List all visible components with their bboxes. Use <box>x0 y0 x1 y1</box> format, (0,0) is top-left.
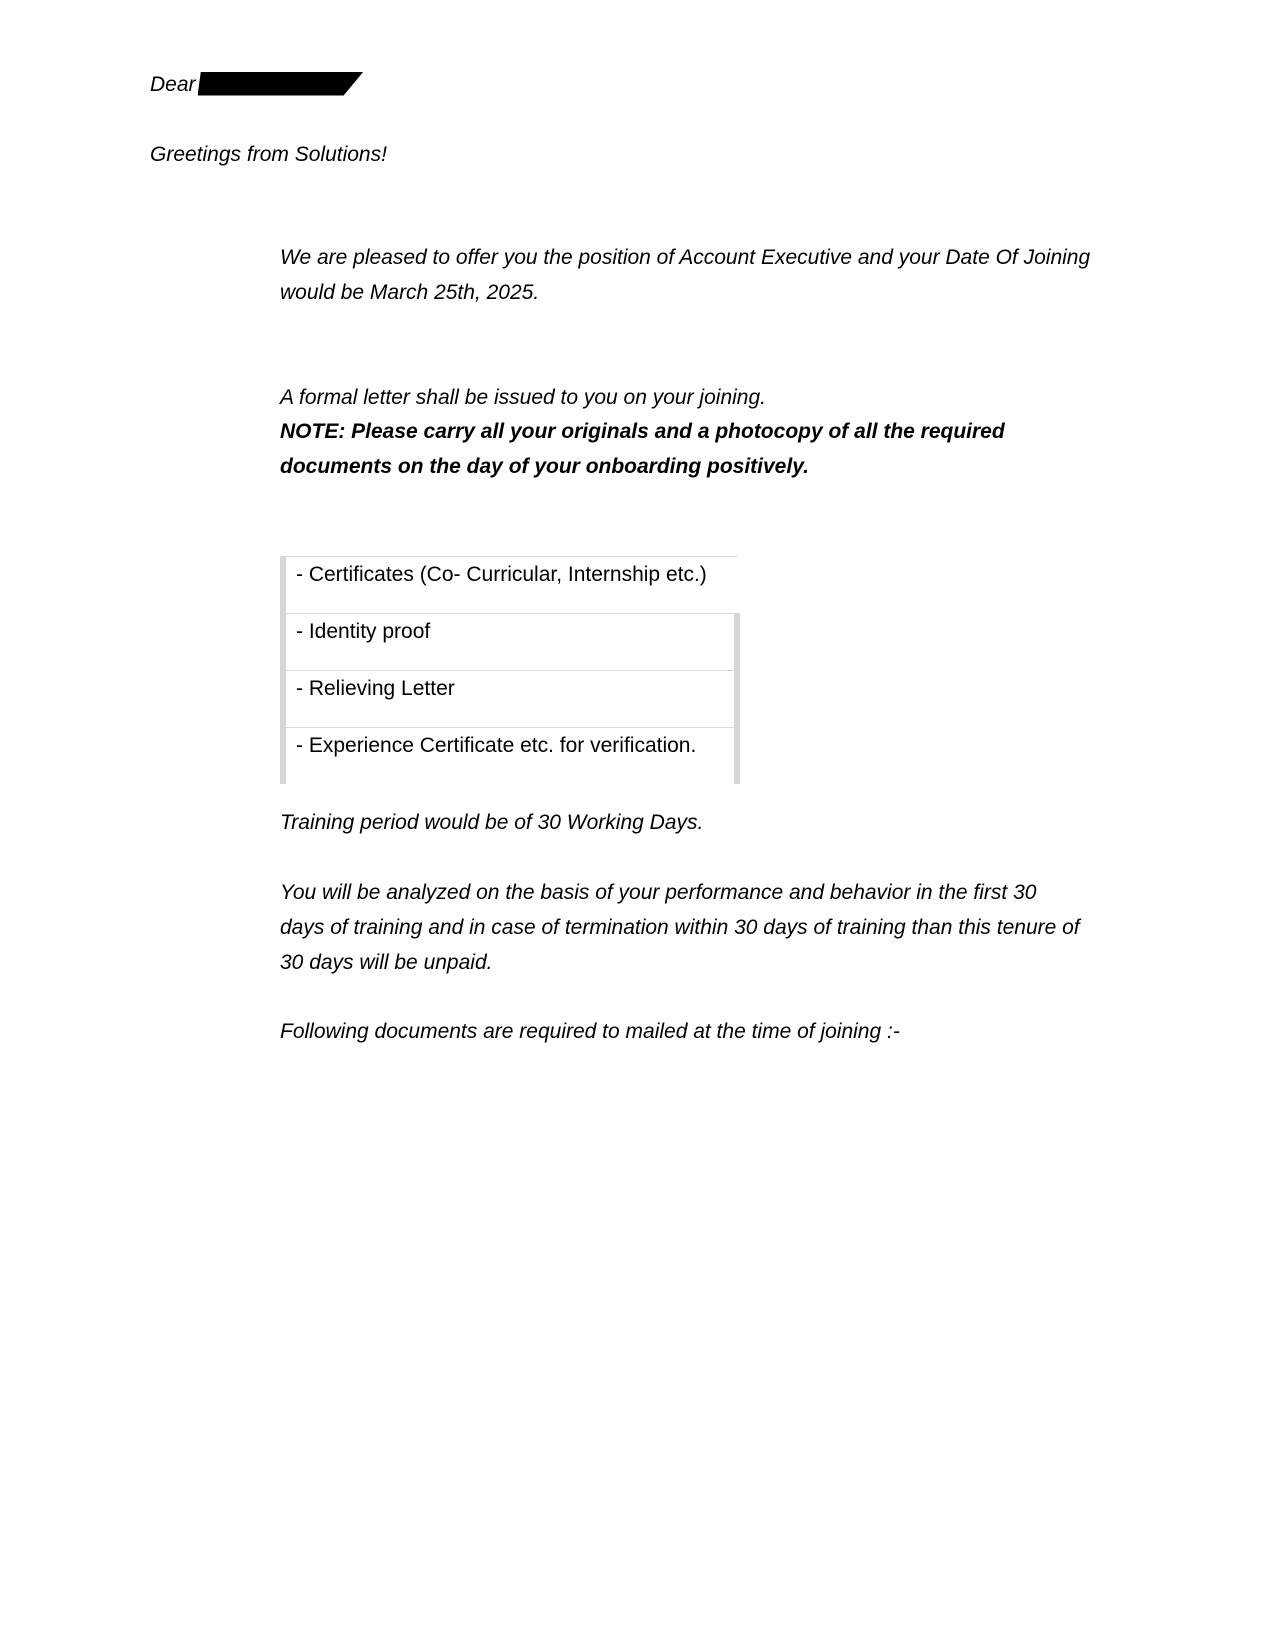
table-row <box>283 671 737 728</box>
offer-paragraph: We are pleased to offer you the position of Account Executive and your Date Of Joining would be March 25th, 2025. <box>280 246 1091 304</box>
analysis-paragraph: You will be analyzed on the basis of your performance and behavior in the first 30 days of training and in case of termination within 30 days of training than this tenure of 30 days will be unpaid. <box>280 881 1080 974</box>
table-row <box>283 557 737 614</box>
mail-documents-line: Following documents are required to mailed at the time of joining :- <box>280 1020 900 1043</box>
formal-letter-line: A formal letter shall be issued to you on your joining. <box>280 386 766 409</box>
salutation: Dear <box>150 72 196 96</box>
redacted-name-block <box>198 72 364 96</box>
documents-table <box>280 556 740 784</box>
training-line: Training period would be of 30 Working Days. <box>280 811 704 834</box>
greeting-line: Greetings from Solutions! <box>150 143 387 166</box>
table-row <box>283 728 737 785</box>
note-paragraph: NOTE: Please carry all your originals and a photocopy of all the required documents on the day of your onboarding positively. <box>280 420 1005 478</box>
document-item-identity-proof: - Identity proof <box>283 614 737 671</box>
document-item-relieving-letter: - Relieving Letter <box>283 671 737 728</box>
document-item-certificates: - Certificates (Co- Curricular, Internship etc.) <box>283 557 737 614</box>
salutation-row <box>150 67 364 102</box>
table-row <box>283 614 737 671</box>
document-item-experience-certificate: - Experience Certificate etc. for verification. <box>283 728 737 785</box>
